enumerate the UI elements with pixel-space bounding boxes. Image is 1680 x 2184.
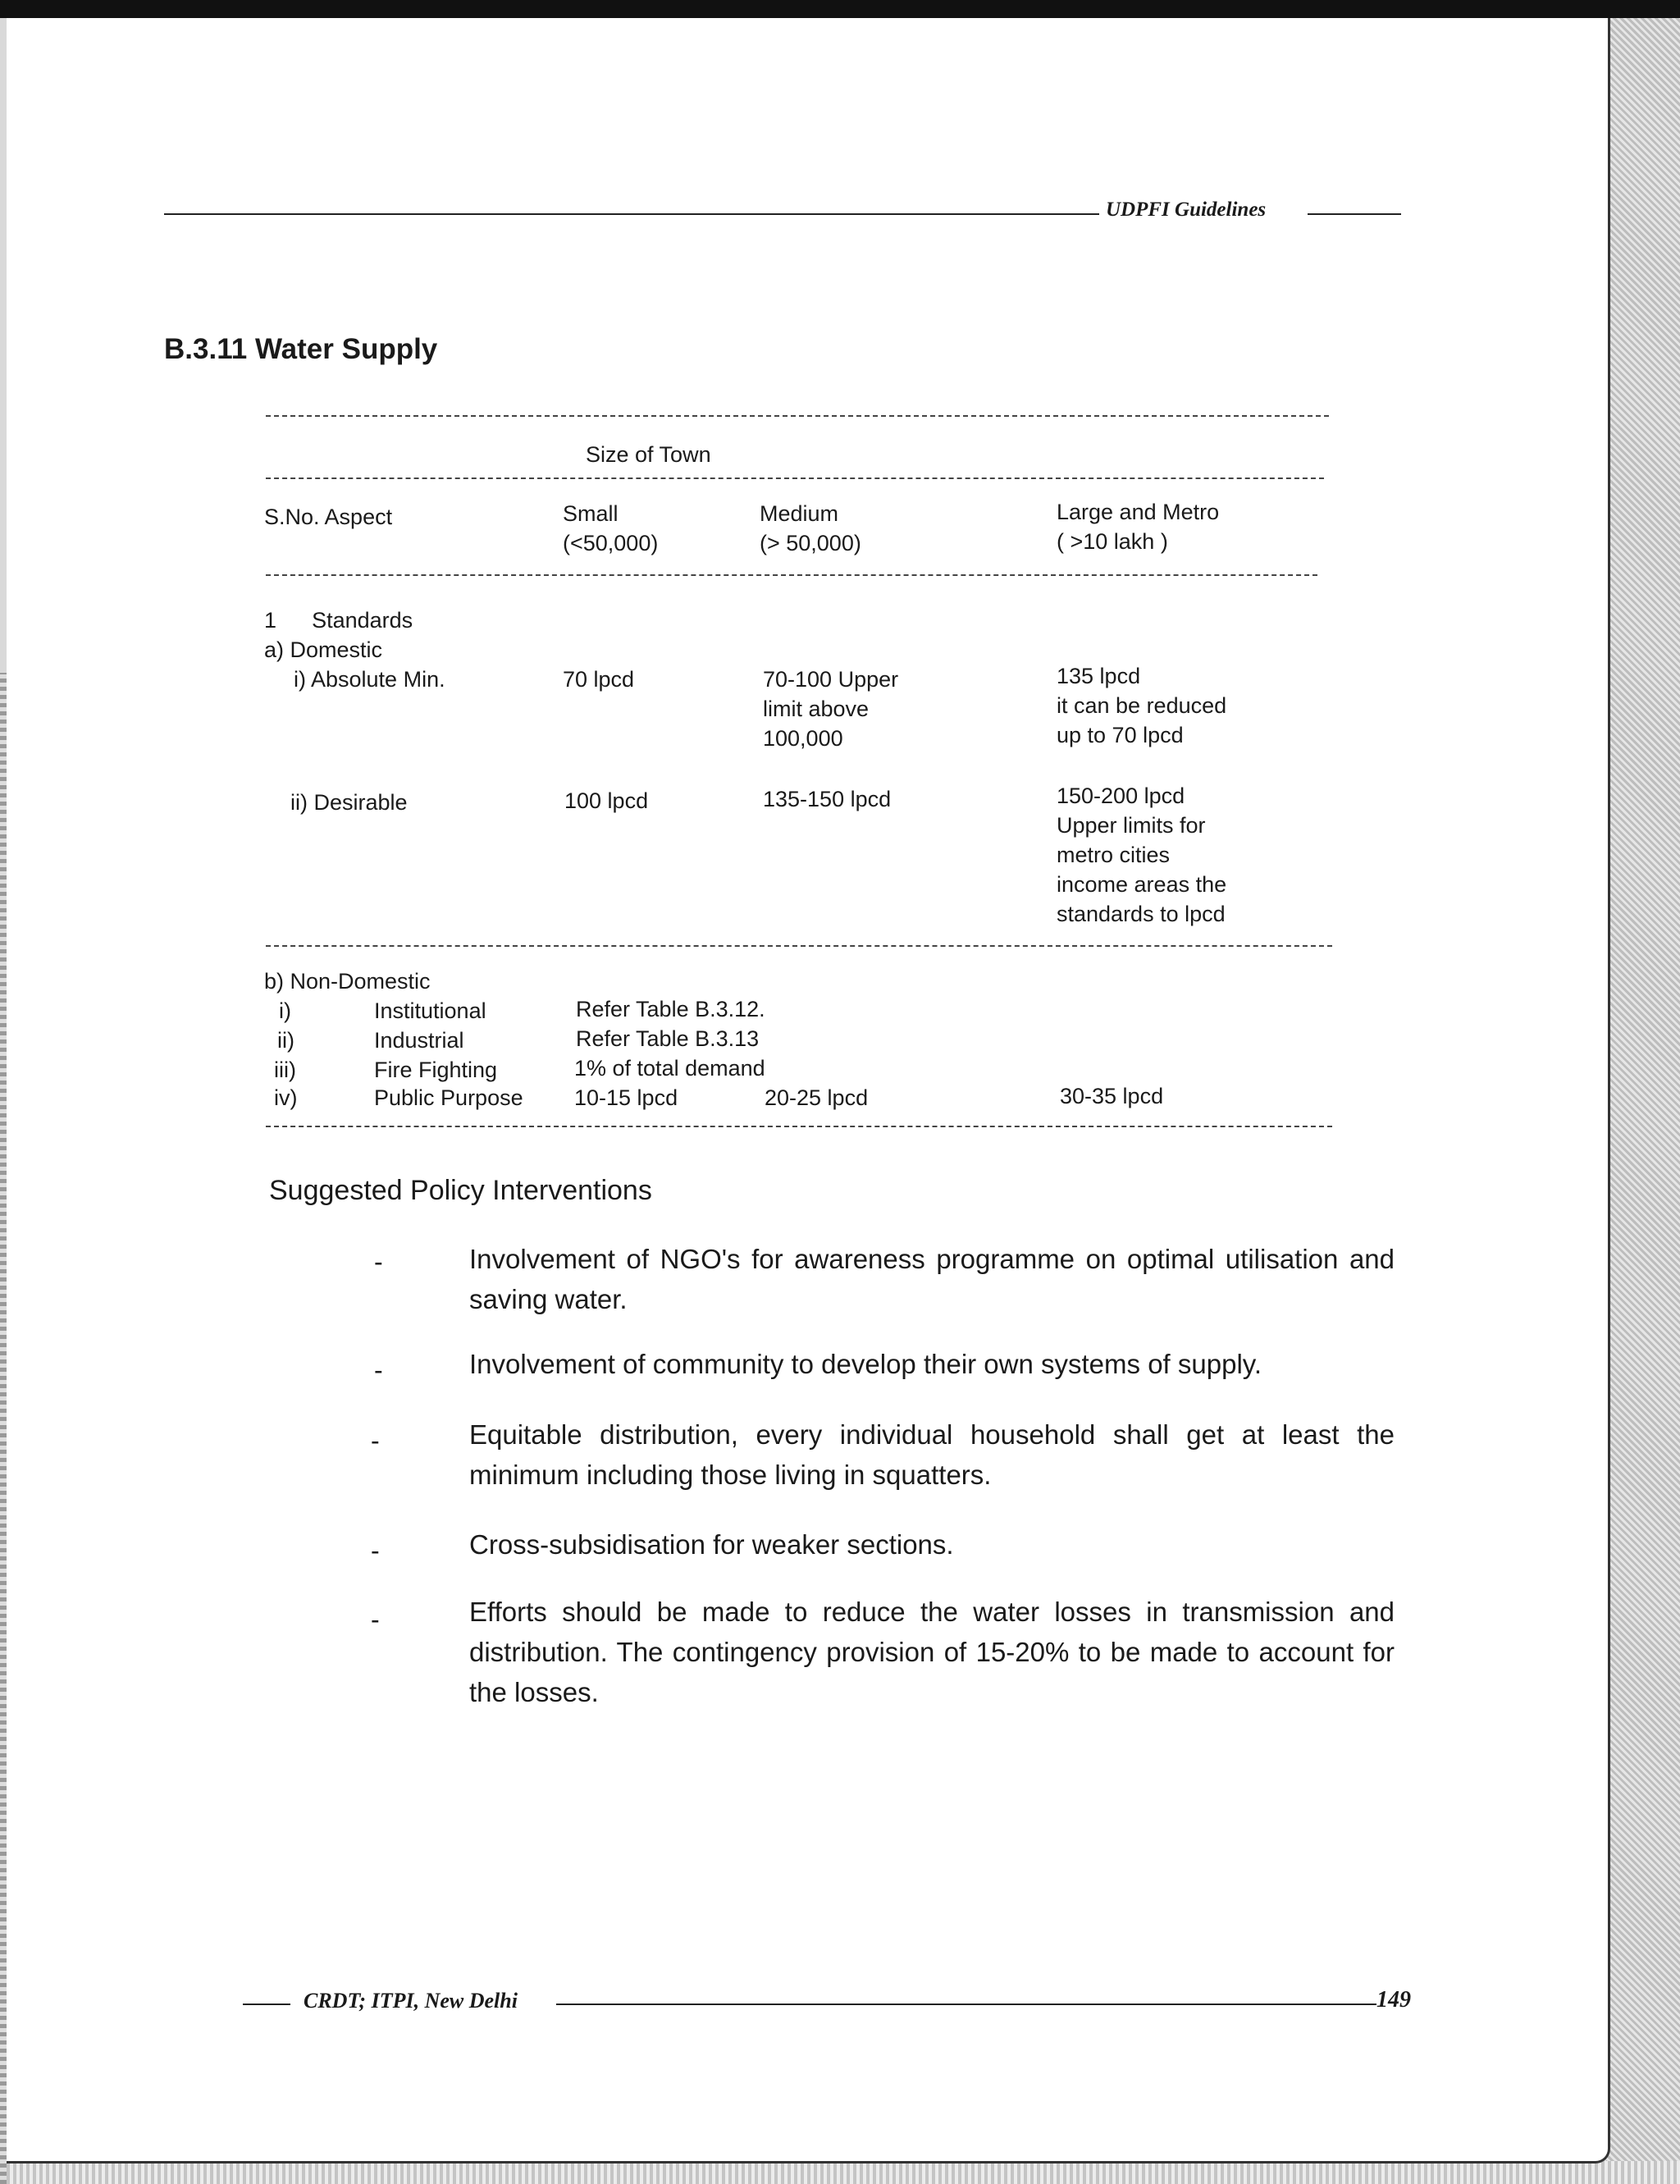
footer-source: CRDT; ITPI, New Delhi [304, 1989, 518, 2013]
absolute-min-medium [763, 665, 898, 753]
public-purpose-aspect: Public Purpose [374, 1085, 523, 1110]
col-header-medium [760, 499, 861, 558]
fire-fighting-num: iii) [274, 1058, 296, 1082]
scan-right-margin [1606, 18, 1680, 2184]
fire-fighting-aspect: Fire Fighting [374, 1058, 498, 1082]
table-bottom-rule [266, 1126, 1332, 1127]
section-title [164, 333, 437, 366]
table-group-rule [266, 477, 1324, 479]
footer-rule-left [243, 2004, 290, 2005]
page-number: 149 [1376, 1987, 1411, 2013]
cell-line: up to 70 lpcd [1057, 723, 1184, 747]
desirable-small: 100 lpcd [564, 788, 649, 813]
desirable-medium [763, 784, 891, 814]
standards-number: 1 [264, 608, 277, 633]
cell-line: Upper limits for [1057, 813, 1206, 838]
public-purpose-small: 10-15 lpcd [574, 1085, 678, 1110]
standards-row-label [264, 605, 413, 635]
cell-line: 70-100 Upper [763, 667, 899, 692]
industrial-value: Refer Table B.3.13 [576, 1026, 760, 1051]
cell-line: 100,000 [763, 726, 843, 751]
bullet-marker: - [371, 1605, 380, 1634]
col-large-label: Large and Metro [1057, 500, 1220, 524]
policy-heading: Suggested Policy Interventions [269, 1175, 652, 1206]
col-header-sno-aspect: S.No. Aspect [264, 505, 393, 529]
absolute-min-small: 70 lpcd [563, 667, 635, 692]
document-page [7, 18, 1610, 2163]
running-title: UDPFI Guidelines [1106, 199, 1267, 221]
public-purpose-num: iv) [274, 1085, 298, 1110]
table-section-rule [266, 945, 1332, 947]
policy-item: Equitable distribution, every individual household shall get at least the minimum including those living in squatters. [469, 1419, 1395, 1490]
cell-line: 150-200 lpcd [1057, 784, 1185, 808]
standards-label: Standards [312, 608, 413, 633]
col-header-small [563, 499, 658, 558]
cell-line: limit above [763, 697, 870, 721]
cell-line: standards to lpcd [1057, 902, 1226, 926]
bullet-marker: - [374, 1247, 383, 1277]
bullet-marker: - [371, 1426, 380, 1455]
desirable-large [1057, 781, 1226, 929]
scan-top-edge [0, 0, 1680, 18]
cell-line: income areas the [1057, 872, 1227, 897]
policy-item: Cross-subsidisation for weaker sections. [469, 1529, 954, 1560]
col-small-range: (<50,000) [563, 531, 659, 555]
header-rule-left [164, 213, 1099, 215]
policy-item: Involvement of community to develop their own systems of supply. [469, 1349, 1262, 1379]
policy-item: Efforts should be made to reduce the water losses in transmission and distribution. The contingency provision of 15-20% to be made to account for the losses. [469, 1597, 1395, 1707]
public-purpose-large: 30-35 lpcd [1060, 1084, 1164, 1108]
industrial-aspect: Industrial [374, 1028, 464, 1053]
section-number: B.3.11 [164, 333, 248, 365]
cell-line: 135-150 lpcd [763, 787, 892, 811]
non-domestic-label: b) Non-Domestic [264, 969, 431, 994]
scan-left-margin [0, 673, 7, 2184]
cell-line: 135 lpcd [1057, 664, 1141, 688]
col-small-label: Small [563, 501, 619, 526]
industrial-num: ii) [277, 1028, 294, 1053]
bullet-marker: - [374, 1355, 383, 1385]
cell-line: metro cities [1057, 843, 1171, 867]
header-rule-right [1308, 213, 1401, 215]
institutional-aspect: Institutional [374, 998, 486, 1023]
absolute-min-large [1057, 661, 1226, 750]
policy-item: Involvement of NGO's for awareness programme on optimal utilisation and saving water. [469, 1244, 1395, 1314]
col-medium-range: (> 50,000) [760, 531, 861, 555]
public-purpose-medium: 20-25 lpcd [765, 1085, 869, 1110]
scan-bottom-margin [0, 2161, 1680, 2184]
absolute-min-aspect: i) Absolute Min. [294, 667, 445, 692]
domestic-label: a) Domestic [264, 637, 383, 662]
table-top-rule [266, 415, 1329, 417]
size-of-town-header: Size of Town [586, 442, 711, 467]
footer-rule-right [556, 2004, 1376, 2005]
table-header-rule [266, 574, 1317, 576]
cell-line: it can be reduced [1057, 693, 1227, 718]
bullet-marker: - [371, 1536, 380, 1565]
institutional-num: i) [279, 998, 291, 1023]
fire-fighting-value: 1% of total demand [574, 1056, 765, 1081]
desirable-aspect: ii) Desirable [290, 790, 408, 815]
col-header-large [1057, 497, 1219, 556]
section-title-text: Water Supply [254, 333, 438, 365]
institutional-value: Refer Table B.3.12. [576, 997, 765, 1021]
col-medium-label: Medium [760, 501, 839, 526]
col-large-range: ( >10 lakh ) [1057, 529, 1168, 554]
